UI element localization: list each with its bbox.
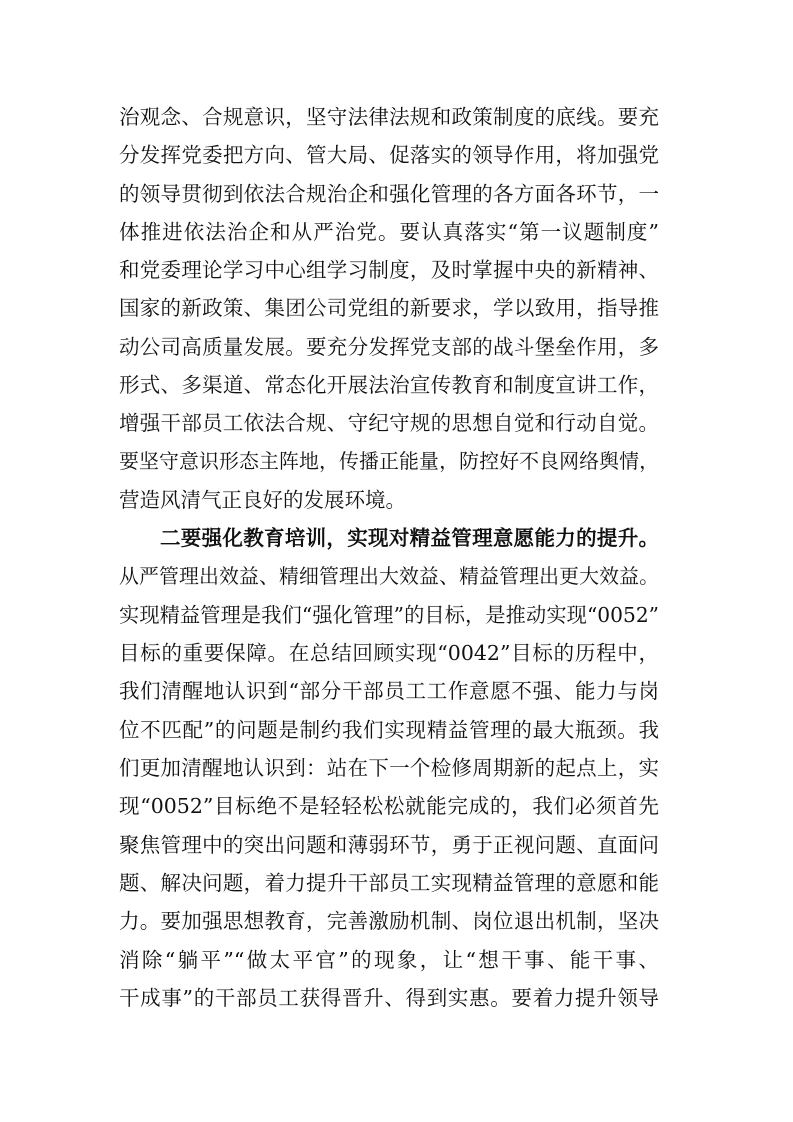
paragraph-line: 力。要加强思想教育，完善激励机制、岗位退出机制，坚决 [119,909,659,934]
paragraph-line: 体推进依法治企和从严治党。要认真落实“第一议题制度” [119,219,659,244]
paragraph-line: 和党委理论学习中心组学习制度，及时掌握中央的新精神、 [119,258,659,283]
paragraph-line: 动公司高质量发展。要充分发挥党支部的战斗堡垒作用，多 [119,334,659,359]
paragraph-line: 目标的重要保障。在总结回顾实现“0042”目标的历程中， [119,641,659,666]
paragraph-line: 分发挥党委把方向、管大局、促落实的领导作用，将加强党 [119,143,659,168]
paragraph-line: 增强干部员工依法合规、守纪守规的思想自觉和行动自觉。 [119,411,659,436]
paragraph-line: 要坚守意识形态主阵地，传播正能量，防控好不良网络舆情， [119,449,659,473]
paragraph-line: 干成事”的干部员工获得晋升、得到实惠。要着力提升领导 [119,985,659,1010]
paragraph-line: 从严管理出效益、精细管理出大效益、精益管理出更大效益。 [119,564,659,588]
section-heading: 二要强化教育培训，实现对精益管理意愿能力的提升。 [160,526,659,551]
paragraph-line: 位不匹配”的问题是制约我们实现精益管理的最大瓶颈。我 [119,717,659,742]
paragraph-line: 聚焦管理中的突出问题和薄弱环节，勇于正视问题、直面问 [119,832,659,857]
paragraph-line: 形式、多渠道、常态化开展法治宣传教育和制度宣讲工作， [119,373,659,398]
paragraph-line: 我们清醒地认识到“部分干部员工工作意愿不强、能力与岗 [119,679,659,704]
paragraph-line: 的领导贯彻到依法合规治企和强化管理的各方面各环节，一 [119,181,659,206]
paragraph-line: 消除“躺平”“做太平官”的现象，让“想干事、能干事、 [119,947,659,972]
paragraph-line: 题、解决问题，着力提升干部员工实现精益管理的意愿和能 [119,870,659,895]
paragraph-line: 治观念、合规意识，坚守法律法规和政策制度的底线。要充 [119,105,659,129]
paragraph-line: 现“0052”目标绝不是轻轻松松就能完成的，我们必须首先 [119,794,659,819]
document-body [119,98,659,1017]
paragraph-line: 实现精益管理是我们“强化管理”的目标，是推动实现“0052” [119,602,659,627]
paragraph-line: 营造风清气正良好的发展环境。 [119,487,406,512]
paragraph-line: 国家的新政策、集团公司党组的新要求，学以致用，指导推 [119,296,659,321]
paragraph-line: 们更加清醒地认识到：站在下一个检修周期新的起点上，实 [119,756,659,781]
